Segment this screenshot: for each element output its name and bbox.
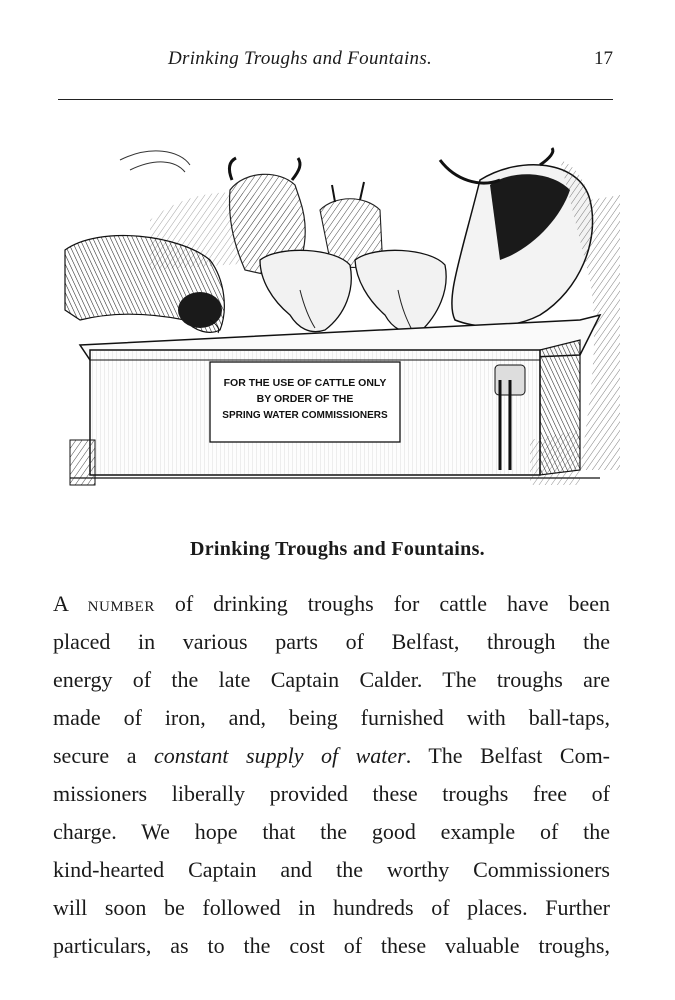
text-line (53, 737, 610, 775)
cow-right-center (355, 250, 446, 333)
text-run: energy of the late Captain Calder. The troughs are (53, 667, 610, 692)
text-run: made of iron, and, being furnished with ball-taps, (53, 705, 610, 730)
trough-sign (210, 362, 400, 442)
text-line (53, 699, 610, 737)
sign-line-3: SPRING WATER COMMISSIONERS (222, 410, 388, 421)
sign-line-1: FOR THE USE OF CATTLE ONLY (223, 377, 387, 389)
cow-center-front (260, 250, 351, 331)
running-head-title: Drinking Troughs and Fountains. (168, 48, 433, 69)
text-run: placed in various parts of Belfast, through the (53, 629, 610, 654)
text-line (53, 585, 610, 623)
text-run: secure a (53, 743, 154, 768)
text-line (53, 775, 610, 813)
section-heading: Drinking Troughs and Fountains. (190, 538, 485, 560)
sign-line-2: BY ORDER OF THE (256, 393, 354, 405)
text-line (53, 851, 610, 889)
header-rule (58, 99, 613, 100)
text-run: kind-hearted Captain and the worthy Commissioners (53, 857, 610, 882)
text-run: . The Belfast Com- (405, 743, 610, 768)
text-line (53, 661, 610, 699)
text-run: will soon be followed in hundreds of places. Further (53, 895, 610, 920)
text-run: missioners liberally provided these troughs free of (53, 781, 610, 806)
page-number: 17 (594, 48, 613, 69)
trough-engraving (60, 140, 620, 500)
text-line (53, 813, 610, 851)
text-run: particulars, as to the cost of these valuable troughs, (53, 933, 610, 958)
text-run: A (53, 591, 88, 616)
text-line (53, 927, 610, 965)
body-paragraph (53, 585, 610, 965)
text-run: constant supply of water (153, 743, 406, 768)
text-run: of drinking troughs for cattle have been (154, 591, 610, 616)
running-head (58, 48, 613, 74)
text-run: number (87, 591, 155, 616)
text-line (53, 623, 610, 661)
text-run: charge. We hope that the good example of the (53, 819, 610, 844)
text-line (53, 889, 610, 927)
